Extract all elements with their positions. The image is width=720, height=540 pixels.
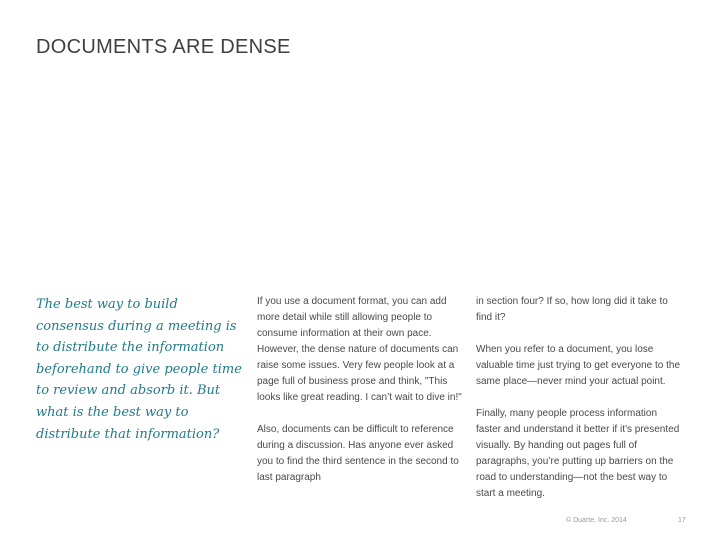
slide-title: DOCUMENTS ARE DENSE <box>36 36 291 58</box>
body-paragraph: Also, documents can be difficult to reference during a discussion. Has anyone ever asked you to find the third sentence in the second to last paragraph <box>257 424 459 483</box>
body-paragraph: If you use a document format, you can add more detail while still allowing people to consume information at their own pace. However, the dense nature of documents can raise some issues. Very few people look at a page full of business prose and think, "This looks like great reading. I can’t wait to dive in!" <box>257 296 462 403</box>
body-paragraph: in section four? If so, how long did it take to find it? <box>476 296 668 323</box>
pull-quote: The best way to build consensus during a meeting is to distribute the information beforehand to give people time to review and absorb it. But what is the best way to distribute that information? <box>36 297 242 442</box>
footer-copyright: © Duarte, Inc. 2014 <box>566 517 627 524</box>
body-paragraph: Finally, many people process information faster and understand it better if it’s presented visually. By handing out pages full of paragraphs, you’re putting up barriers on the road to understanding—not the best way to start a meeting. <box>476 408 680 499</box>
body-paragraph: When you refer to a document, you lose valuable time just trying to get everyone to the same place—never mind your actual point. <box>476 344 681 387</box>
body-column-1 <box>257 294 463 502</box>
body-column-2 <box>476 294 682 518</box>
page-number: 17 <box>678 517 686 524</box>
